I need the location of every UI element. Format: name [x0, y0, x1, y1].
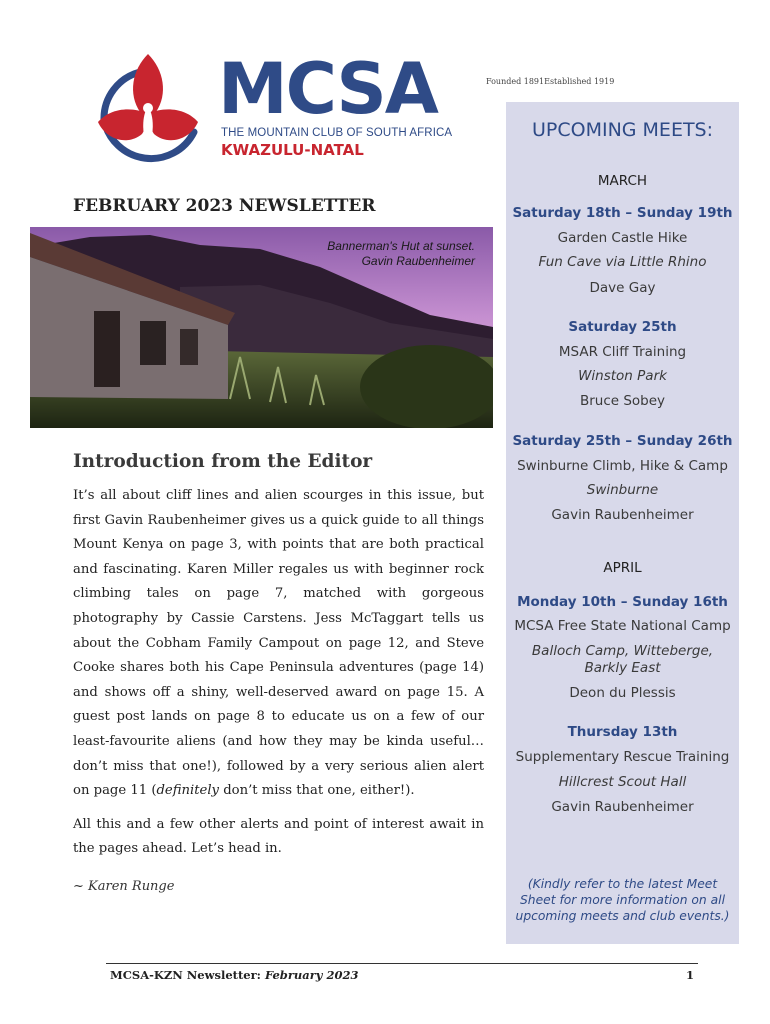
meet-leader: Gavin Raubenheimer [551, 799, 694, 815]
meet-date: Monday 10th – Sunday 16th [517, 594, 728, 610]
hut-sunset-photo [30, 227, 493, 428]
photo-caption-line1: Bannerman's Hut at sunset. [327, 239, 475, 253]
upcoming-meets-sidebar [506, 102, 739, 944]
protea-emblem-icon [84, 50, 214, 170]
intro-paragraph-2: All this and a few other alerts and point of interest await in the pages ahead. Let’s head in. [73, 816, 484, 857]
meet-location: Fun Cave via Little Rhino [538, 254, 707, 270]
meet-event: MCSA Free State National Camp [514, 618, 731, 634]
intro-p1-text: It’s all about cliff lines and alien scourges in this issue, but first Gavin Raubenheimer gives us a quick guide to all things Mount Kenya on page 3, with points that are both practical and fascinating. Karen Miller regales us with beginner rock climbing tales on page 7, matched with gorgeous photography by Cassie Carstens. Jess McTaggart tells us about the Cobham Family Campout on page 12, and Steve Cooke shares both his Cape Peninsula adventures (page 14) and shows off a shiny, well-deserved award on page 15. A guest post lands on page 8 to educate us on a few of our least-favourite aliens (and how they may be kinda useful… don’t miss that one!), followed by a very serious alien alert on page 11 ( [73, 488, 484, 799]
intro-body [73, 484, 484, 871]
intro-p1-emphasis: definitely [156, 783, 220, 799]
meet-event: Garden Castle Hike [557, 230, 688, 246]
month-heading-march: MARCH [597, 173, 648, 189]
intro-heading: Introduction from the Editor [73, 451, 373, 472]
meet-location-line2: Barkly East [584, 660, 661, 676]
meet-event: Supplementary Rescue Training [515, 749, 730, 765]
meet-leader: Bruce Sobey [579, 393, 666, 409]
founded-text: Founded 1891Established 1919 [486, 77, 615, 86]
meet-date: Thursday 13th [567, 724, 678, 740]
logo-wordmark: MCSA [218, 48, 437, 130]
meet-location: Winston Park [578, 368, 667, 384]
intro-p1-text-end: don’t miss that one, either!). [219, 783, 415, 799]
footer-label: MCSA-KZN Newsletter: [110, 968, 265, 982]
meet-date: Saturday 25th – Sunday 26th [512, 433, 733, 449]
photo-caption [327, 239, 475, 269]
meet-sheet-note [514, 876, 731, 924]
month-heading-april: APRIL [603, 560, 642, 576]
meet-location: Balloch Camp, Witteberge, [531, 643, 714, 659]
meet-location: Swinburne [586, 482, 659, 498]
intro-paragraph-1 [73, 484, 484, 804]
photo-caption-credit: Gavin Raubenheimer [361, 254, 475, 268]
meet-leader: Dave Gay [589, 280, 656, 296]
footer-title [110, 968, 358, 982]
mcsa-logo [84, 50, 454, 170]
meet-note-line: (Kindly refer to the latest Meet [527, 877, 718, 891]
meet-leader: Deon du Plessis [569, 685, 676, 701]
meet-date: Saturday 25th [568, 319, 677, 335]
meet-location: Hillcrest Scout Hall [558, 774, 687, 790]
logo-region: KWAZULU-NATAL [221, 141, 364, 159]
newsletter-title: FEBRUARY 2023 NEWSLETTER [73, 196, 376, 216]
meet-event: Swinburne Climb, Hike & Camp [517, 458, 728, 474]
meet-leader: Gavin Raubenheimer [551, 507, 694, 523]
meet-event: MSAR Cliff Training [558, 344, 687, 360]
meet-date: Saturday 18th – Sunday 19th [512, 205, 733, 221]
editor-signoff: ~ Karen Runge [73, 879, 175, 894]
page-number: 1 [686, 968, 695, 982]
logo-subtitle: THE MOUNTAIN CLUB OF SOUTH AFRICA [221, 127, 453, 139]
sidebar-title: UPCOMING MEETS: [531, 119, 714, 141]
footer-issue: February 2023 [264, 968, 359, 982]
meet-note-line: upcoming meets and club events.) [515, 909, 730, 923]
footer-divider [106, 963, 698, 964]
meet-note-line: Sheet for more information on all [519, 893, 725, 907]
